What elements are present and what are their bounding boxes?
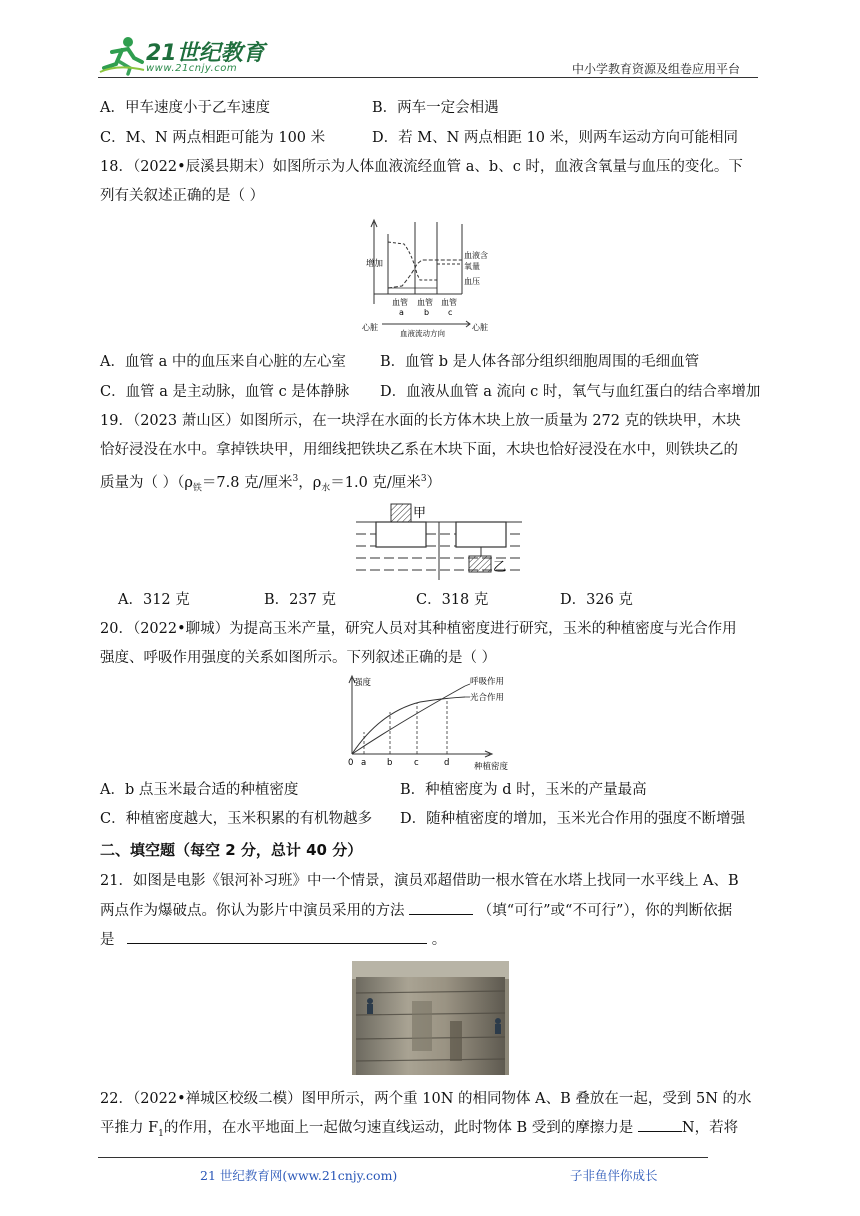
q18-blood-vessel-figure	[362, 214, 502, 338]
q20-origin: 0	[348, 758, 354, 768]
q18-option-b: B．血管 b 是人体各部分组织细胞周围的毛细血管	[380, 354, 700, 370]
q18-heart-right: 心脏	[472, 323, 488, 332]
q20-tick-c: c	[414, 758, 419, 768]
q18-legend-oxygen-1: 血液含	[464, 251, 488, 260]
q21-stem-line3: 是 。	[100, 932, 447, 948]
q20-x-label: 种植密度	[474, 762, 509, 772]
q18-option-a: A．血管 a 中的血压来自心脏的左心室	[100, 354, 346, 370]
q20-tick-a: a	[361, 758, 367, 768]
q18-vessel-b-label: 血管	[417, 298, 433, 307]
q20-stem-line2: 强度、呼吸作用强度的关系如图所示。下列叙述正确的是（ ）	[100, 650, 497, 666]
q18-vessel-c-label: 血管	[441, 298, 457, 307]
q17-option-c: C．M、N 两点相距可能为 100 米	[100, 130, 326, 146]
q21-answer-blank-2[interactable]	[127, 930, 427, 944]
q20-photosynthesis-label: 光合作用	[470, 693, 505, 703]
q20-density-chart	[340, 672, 520, 772]
q20-y-label: 强度	[354, 678, 372, 688]
q20-option-d: D．随种植密度的增加，玉米光合作用的强度不断增强	[400, 811, 746, 827]
q20-option-a: A．b 点玉米最合适的种植密度	[100, 782, 299, 798]
q22-stem-line1: 22．（2022•禅城区校级二模）图甲所示，两个重 10N 的相同物体 A、B 叠放在一起，受到 5N 的水	[100, 1091, 752, 1107]
q17-option-a: A．甲车速度小于乙车速度	[100, 100, 270, 116]
q18-option-c: C．血管 a 是主动脉，血管 c 是体静脉	[100, 384, 350, 400]
q21-stem-line1: 21．如图是电影《银河补习班》中一个情景，演员邓超借助一根水管在水塔上找同一水平线上 A、B	[100, 873, 739, 889]
q19-wood-block-figure	[356, 500, 522, 582]
section-fill-in-title: 二、填空题（每空 2 分，总计 40 分）	[100, 841, 363, 859]
q18-flow-direction: 血液流动方向	[400, 329, 445, 338]
q20-tick-d: d	[444, 758, 450, 768]
q18-option-d: D．血液从血管 a 流向 c 时，氧气与血红蛋白的结合率增加	[380, 384, 761, 400]
q19-option-b: B．237 克	[264, 592, 336, 608]
q19-stem-line1: 19．（2023 萧山区）如图所示，在一块浮在水面的长方体木块上放一质量为 272 克的铁块甲，木块	[100, 413, 741, 429]
q22-stem-line2: 平推力 $F_1$的作用，在水平地面上一起做匀速直线运动，此时物体 B 受到的摩擦力是 N，若将	[100, 1120, 739, 1139]
q20-respiration-label: 呼吸作用	[470, 677, 505, 687]
q18-stem-line2: 列有关叙述正确的是（ ）	[100, 188, 265, 204]
platform-name: 中小学教育资源及组卷应用平台	[572, 62, 741, 76]
q18-vessel-c-letter: c	[448, 308, 453, 317]
footer-slogan: 子非鱼伴你成长	[570, 1168, 658, 1183]
q18-legend-oxygen-2: 氧量	[464, 262, 480, 271]
q21-stem-line2: 两点作为爆破点。你认为影片中演员采用的方法 （填“可行”或“不可行”），你的判断依据	[100, 903, 733, 919]
footer-site: 21 世纪教育网(www.21cnjy.com)	[200, 1168, 398, 1183]
q19-option-d: D．326 克	[560, 592, 633, 608]
q19-option-a: A．312 克	[118, 592, 190, 608]
q19-label-jia: 甲	[413, 506, 427, 521]
q22-answer-blank-1[interactable]	[638, 1118, 682, 1132]
q21-water-tower-photo	[352, 961, 509, 1075]
q20-stem-line1: 20．（2022•聊城）为提高玉米产量，研究人员对其种植密度进行研究，玉米的种植密度与光合作用	[100, 621, 737, 637]
q19-stem-line3: 质量为（ ）（$\rho_铁=7.8$ 克/厘米$^3$，$\rho_水=1.0$ 克/厘米$^3$）	[100, 474, 442, 494]
q18-legend-pressure: 血压	[464, 277, 480, 286]
q18-heart-left: 心脏	[362, 323, 378, 332]
logo-text: 21世纪教育	[146, 41, 265, 66]
q20-option-c: C．种植密度越大，玉米积累的有机物越多	[100, 811, 373, 827]
q21-answer-blank-1[interactable]	[409, 901, 473, 915]
q18-vessel-a-label: 血管	[392, 298, 408, 307]
runner-logo-icon	[98, 34, 148, 76]
header-divider	[98, 77, 758, 78]
q20-option-b: B．种植密度为 d 时，玉米的产量最高	[400, 782, 647, 798]
q18-stem-line1: 18．（2022•辰溪县期末）如图所示为人体血液流经血管 a、b、c 时，血液含氧量与血压的变化。下	[100, 159, 743, 175]
q19-option-c: C．318 克	[416, 592, 489, 608]
q19-label-yi: 乙	[493, 560, 507, 575]
q20-tick-b: b	[387, 758, 393, 768]
q18-vessel-a-letter: a	[399, 308, 404, 317]
q17-option-b: B．两车一定会相遇	[372, 100, 499, 116]
q18-vessel-b-letter: b	[424, 308, 430, 317]
q18-y-label: 增加	[366, 259, 384, 269]
q17-option-d: D．若 M、N 两点相距 10 米，则两车运动方向可能相同	[372, 130, 739, 146]
footer-divider	[98, 1157, 708, 1158]
q19-stem-line2: 恰好浸没在水中。拿掉铁块甲，用细线把铁块乙系在木块下面，木块也恰好浸没在水中，则铁块乙的	[100, 442, 738, 458]
logo-url: www.21cnjy.com	[146, 63, 238, 74]
